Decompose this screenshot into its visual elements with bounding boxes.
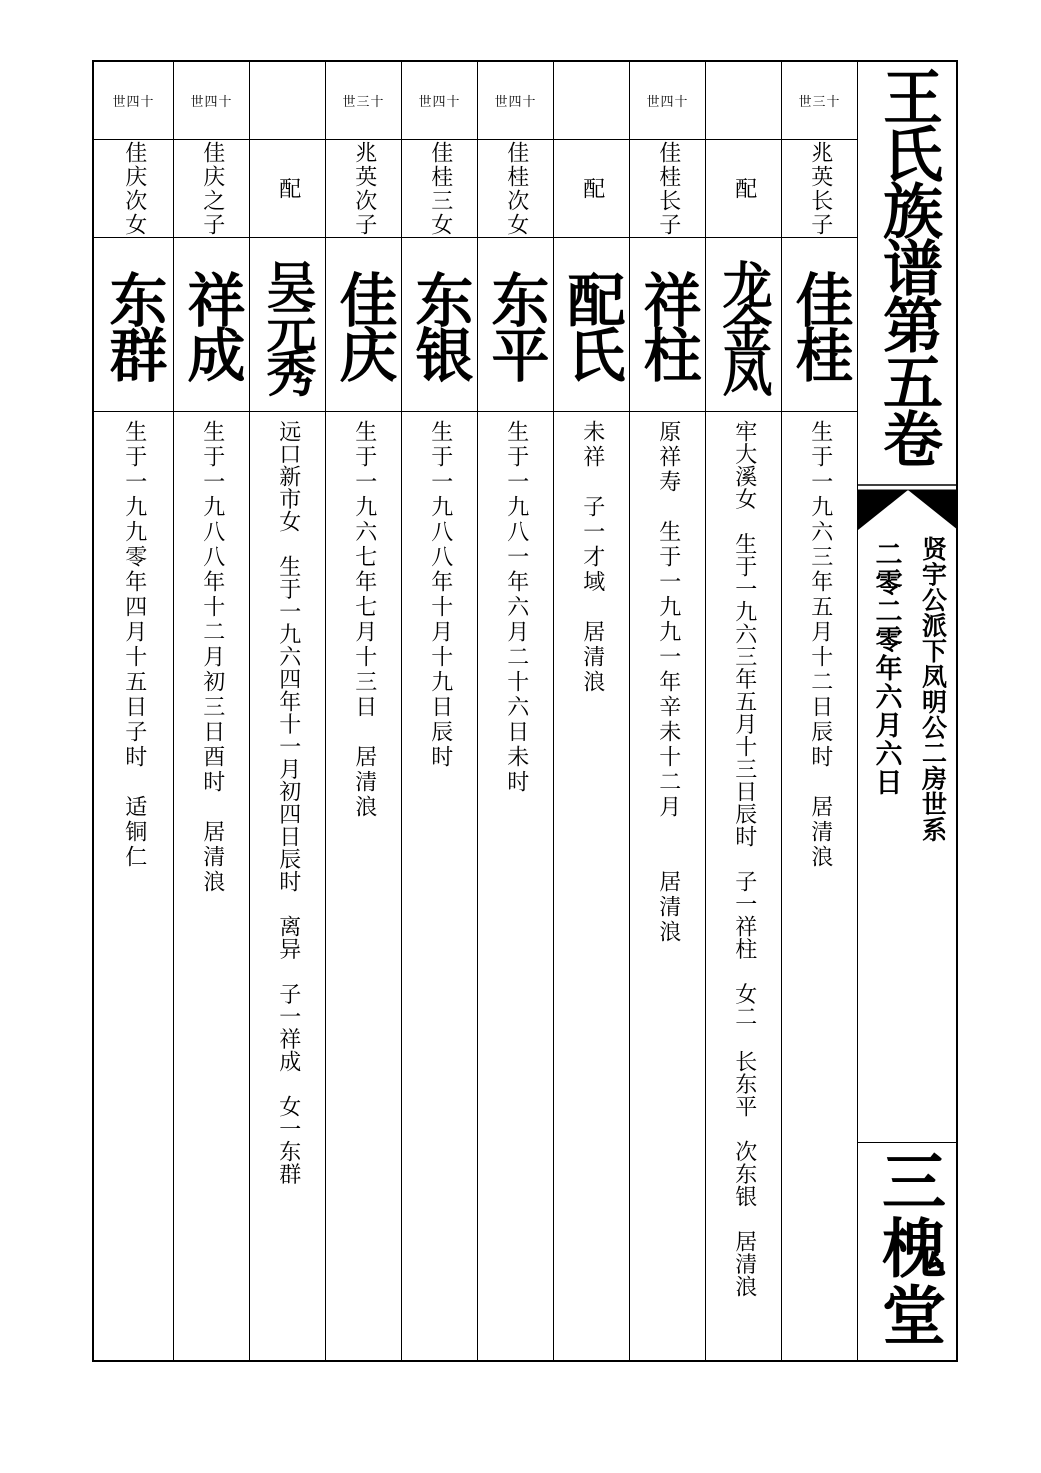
person-name: 祥成 xyxy=(177,269,246,380)
name-cell xyxy=(478,238,553,412)
bio-text: 原祥寿 生于一九九一年辛未十二月 居清浪 xyxy=(655,420,681,945)
entry-column xyxy=(174,62,250,1362)
name-cell xyxy=(250,238,325,412)
name-cell xyxy=(402,238,477,412)
relation-label: 配 xyxy=(731,176,757,201)
title-column xyxy=(858,62,958,1362)
divider xyxy=(858,1142,958,1143)
relation-cell xyxy=(250,140,325,238)
generation-label: 世三十 xyxy=(782,62,857,140)
relation-cell xyxy=(554,140,629,238)
main-title-text: 王氏族谱第五卷 xyxy=(873,66,943,465)
relation-label: 兆英次子 xyxy=(351,140,377,237)
bio-text: 远口新市女 生于一九六四年十一月初四日辰时 离异 子一祥成 女一东群 xyxy=(275,420,301,1185)
entry-column xyxy=(630,62,706,1362)
person-name: 佳庆 xyxy=(329,269,398,380)
bio-cell xyxy=(630,420,705,1356)
relation-label: 佳庆之子 xyxy=(199,140,225,237)
person-name: 龙金凤 xyxy=(714,258,774,391)
relation-label: 佳桂三女 xyxy=(427,140,453,237)
entry-column xyxy=(250,62,326,1362)
bio-cell xyxy=(326,420,401,1356)
person-name: 东银 xyxy=(405,269,474,380)
bio-cell xyxy=(174,420,249,1356)
generation-label xyxy=(554,62,629,140)
bio-text: 生于一九八八年十二月初三日酉时 居清浪 xyxy=(199,420,225,895)
relation-label: 配 xyxy=(579,176,605,201)
relation-label: 兆英长子 xyxy=(807,140,833,237)
relation-cell xyxy=(94,140,173,238)
relation-label: 佳庆次女 xyxy=(121,140,147,237)
generation-label: 世四十 xyxy=(94,62,173,140)
person-name: 佳桂 xyxy=(785,269,854,380)
bio-text: 生于一九八八年十月十九日辰时 xyxy=(427,420,453,770)
name-cell xyxy=(706,238,781,412)
compile-date xyxy=(864,540,908,797)
generation-label: 世四十 xyxy=(630,62,705,140)
bio-text: 生于一九八一年六月二十六日未时 xyxy=(503,420,529,795)
generation-label: 世三十 xyxy=(326,62,401,140)
person-name: 东群 xyxy=(99,269,168,380)
compile-date-text: 二零二零年六月六日 xyxy=(870,540,902,797)
bio-text: 未祥 子一才域 居清浪 xyxy=(579,420,605,695)
hall-name-text: 三槐堂 xyxy=(871,1148,946,1349)
name-cell xyxy=(174,238,249,412)
bio-cell xyxy=(402,420,477,1356)
bio-cell xyxy=(478,420,553,1356)
name-cell xyxy=(326,238,401,412)
bio-cell xyxy=(94,420,173,1356)
relation-cell xyxy=(630,140,705,238)
name-cell xyxy=(94,238,173,412)
generation-label: 世四十 xyxy=(174,62,249,140)
bio-cell xyxy=(250,420,325,1356)
hall-name xyxy=(858,1148,958,1360)
entry-column xyxy=(326,62,402,1362)
relation-cell xyxy=(782,140,857,238)
main-title xyxy=(858,62,958,482)
generation-label xyxy=(250,62,325,140)
relation-cell xyxy=(174,140,249,238)
person-name: 东平 xyxy=(481,269,550,380)
name-cell xyxy=(630,238,705,412)
relation-label: 配 xyxy=(275,176,301,201)
name-cell xyxy=(782,238,857,412)
entry-column xyxy=(706,62,782,1362)
genealogy-page xyxy=(92,60,958,1362)
bio-text: 生于一九九零年四月十五日子时 适铜仁 xyxy=(121,420,147,870)
subtitle xyxy=(910,536,956,842)
relation-cell xyxy=(402,140,477,238)
person-name: 祥柱 xyxy=(633,269,702,380)
fishtail-ornament-icon xyxy=(858,482,958,532)
subtitle-text: 贤宇公派下凤明公二房世系 xyxy=(918,536,948,842)
entry-column xyxy=(478,62,554,1362)
entry-column xyxy=(782,62,858,1362)
relation-label: 佳桂次女 xyxy=(503,140,529,237)
bio-cell xyxy=(782,420,857,1356)
entry-column xyxy=(94,62,174,1362)
bio-text: 生于一九六七年七月十三日 居清浪 xyxy=(351,420,377,820)
bio-text: 生于一九六三年五月十二日辰时 居清浪 xyxy=(807,420,833,870)
generation-label: 世四十 xyxy=(478,62,553,140)
bio-cell xyxy=(706,420,781,1356)
person-name: 配氏 xyxy=(557,269,626,380)
person-name: 吴元秀 xyxy=(258,258,318,391)
relation-cell xyxy=(478,140,553,238)
generation-label xyxy=(706,62,781,140)
name-cell xyxy=(554,238,629,412)
entry-column xyxy=(554,62,630,1362)
bio-text: 牢大溪女 生于一九六三年五月十三日辰时 子一祥柱 女二 长东平 次东银 居清浪 xyxy=(731,420,757,1298)
generation-label: 世四十 xyxy=(402,62,477,140)
entry-column xyxy=(402,62,478,1362)
bio-cell xyxy=(554,420,629,1356)
relation-cell xyxy=(326,140,401,238)
relation-cell xyxy=(706,140,781,238)
relation-label: 佳桂长子 xyxy=(655,140,681,237)
